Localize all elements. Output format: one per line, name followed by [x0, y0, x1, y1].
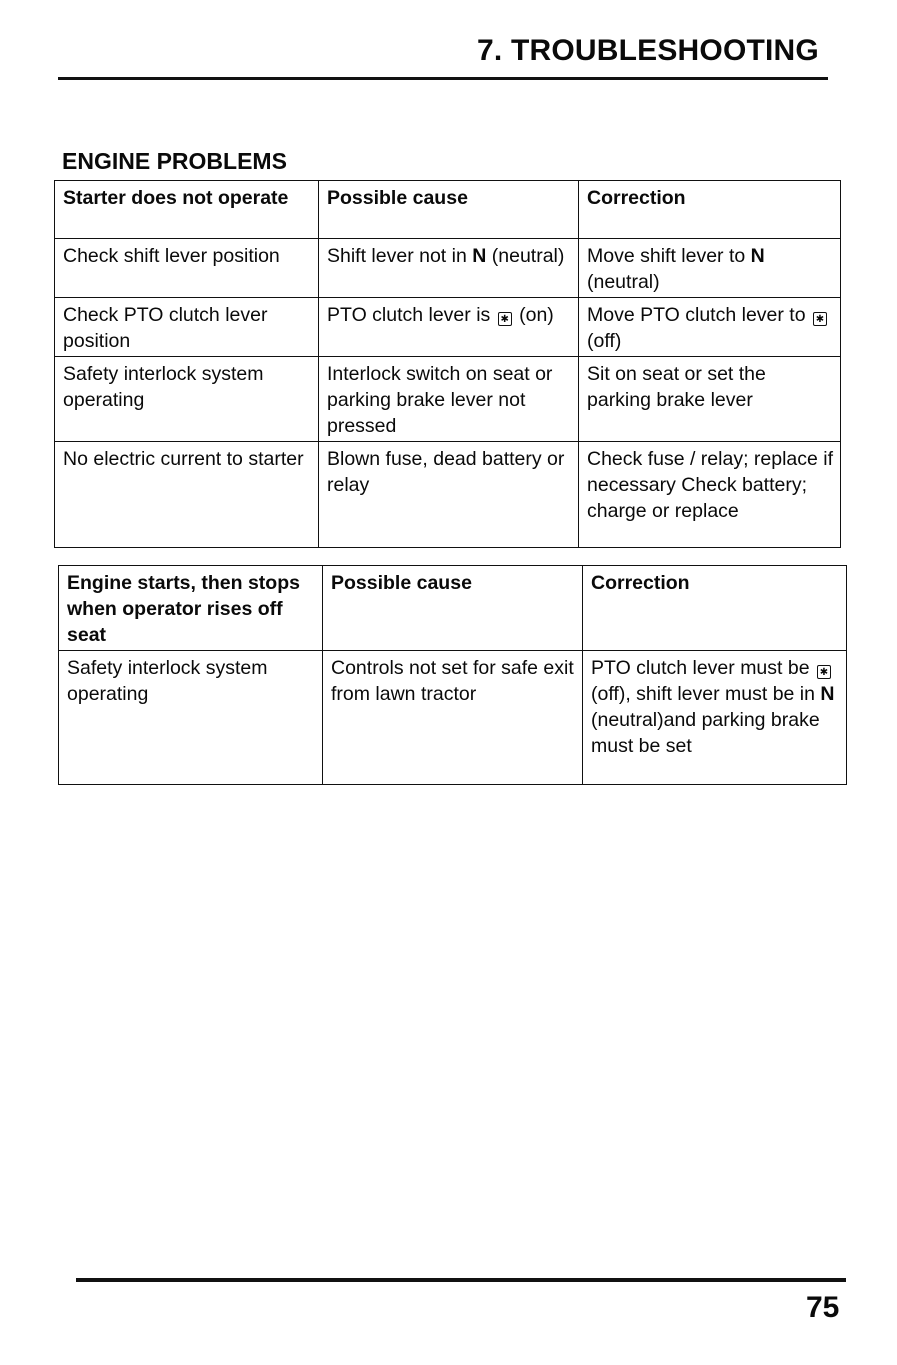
correction-text: Move PTO clutch lever to: [587, 304, 811, 326]
symptom-cell: No electric current to starter: [55, 442, 319, 548]
neutral-letter: N: [820, 683, 835, 705]
cause-cell: [319, 298, 579, 357]
cause-cell: [319, 239, 579, 298]
table-row: [59, 651, 847, 785]
cause-cell: Controls not set for safe exit from lawn tractor: [323, 651, 583, 785]
cause-cell: Blown fuse, dead battery or relay: [319, 442, 579, 548]
table-header-row: [59, 566, 847, 651]
neutral-letter: N: [750, 245, 765, 267]
off-symbol-icon: ✱: [813, 312, 827, 326]
neutral-letter: N: [472, 245, 487, 267]
header-divider: [58, 77, 828, 80]
header-cell-symptom: Starter does not operate: [55, 181, 319, 239]
table-row: [55, 442, 841, 548]
correction-text: PTO clutch lever must be: [591, 657, 815, 679]
troubleshooting-table-starter: [54, 180, 841, 548]
correction-cell: [579, 239, 841, 298]
cause-cell: Interlock switch on seat or parking brake lever not pressed: [319, 357, 579, 442]
correction-cell: Check fuse / relay; replace if necessary Check battery; charge or replace: [579, 442, 841, 548]
troubleshooting-table-engine-stops: [58, 565, 847, 785]
table-row: [55, 298, 841, 357]
footer-divider: [76, 1278, 846, 1282]
correction-text: (off), shift lever must be in: [591, 683, 821, 705]
correction-text: Move shift lever to: [587, 245, 751, 267]
symptom-cell: Safety interlock system operating: [59, 651, 323, 785]
symptom-cell: Check shift lever position: [55, 239, 319, 298]
table-header-row: [55, 181, 841, 239]
header-cell-symptom: Engine starts, then stops when operator rises off seat: [59, 566, 323, 651]
correction-text: (neutral): [587, 271, 660, 293]
symptom-cell: Check PTO clutch lever position: [55, 298, 319, 357]
correction-cell: [579, 298, 841, 357]
header-cell-correction: Correction: [579, 181, 841, 239]
symptom-cell: Safety interlock system operating: [55, 357, 319, 442]
page-number: 75: [806, 1291, 840, 1324]
cause-text: (on): [513, 304, 554, 326]
correction-text: (neutral)and parking brake must be set: [591, 709, 820, 757]
table-row: [55, 357, 841, 442]
table-row: [55, 239, 841, 298]
cause-text: Shift lever not in: [327, 245, 473, 267]
page-header-title: 7. TROUBLESHOOTING: [477, 34, 819, 67]
on-symbol-icon: ✱: [498, 312, 512, 326]
header-cell-cause: Possible cause: [319, 181, 579, 239]
correction-cell: Sit on seat or set the parking brake lever: [579, 357, 841, 442]
cause-text: (neutral): [486, 245, 565, 267]
cause-text: PTO clutch lever is: [327, 304, 496, 326]
off-symbol-icon: ✱: [817, 665, 831, 679]
section-heading: ENGINE PROBLEMS: [62, 148, 287, 174]
correction-cell: [583, 651, 847, 785]
header-cell-cause: Possible cause: [323, 566, 583, 651]
correction-text: (off): [587, 330, 622, 352]
header-cell-correction: Correction: [583, 566, 847, 651]
